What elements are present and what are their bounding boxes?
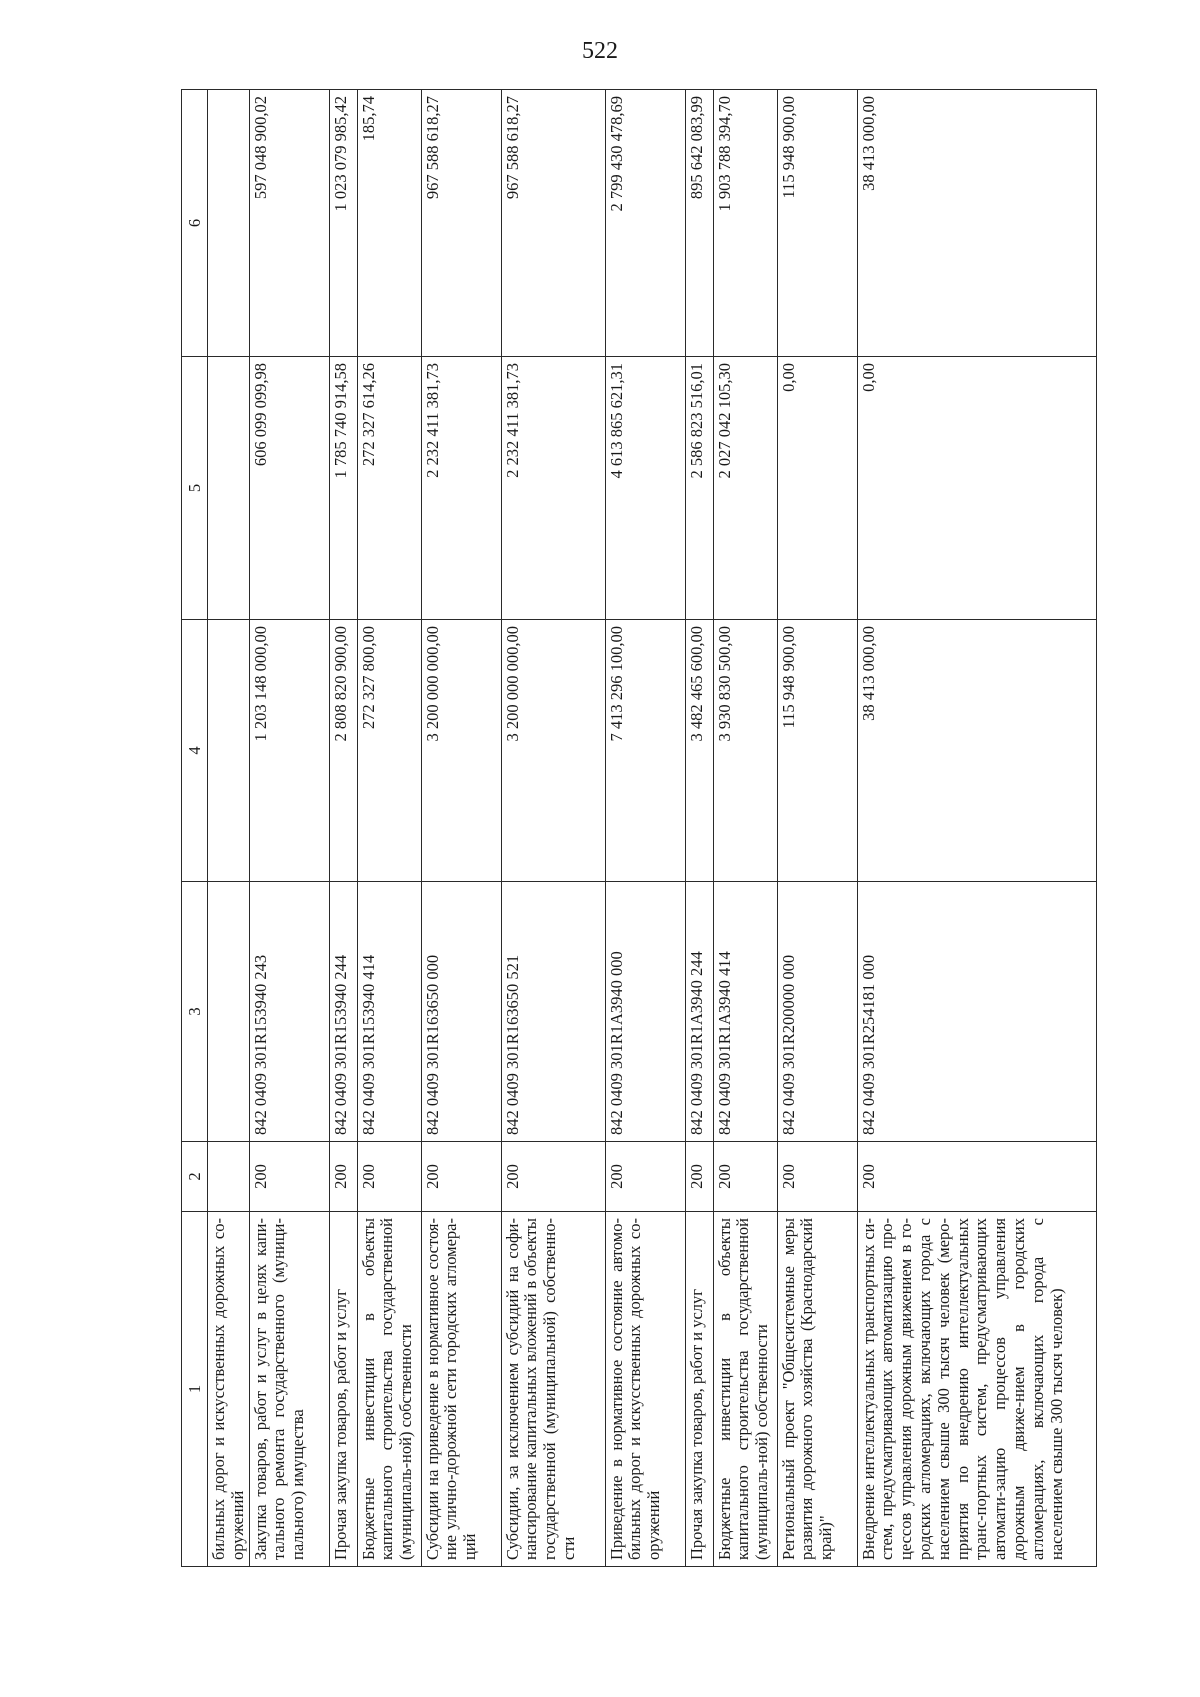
row-name: бильных дорог и искусственных дорожных со-оружений	[208, 1212, 250, 1567]
row-value-col6: 2 799 430 478,69	[605, 90, 685, 357]
row-value-col5	[208, 357, 250, 620]
row-name: Субсидии, за исключением субсидий на софи-нансирование капитальных вложений в объекты государственной (муниципальной) собственно-сти	[501, 1212, 605, 1567]
row-value-col4: 272 327 800,00	[357, 620, 421, 882]
row-value-col6: 967 588 618,27	[421, 90, 501, 357]
row-value-col4: 1 203 148 000,00	[249, 620, 329, 882]
row-name: Субсидии на приведение в нормативное состоя-ние улично-дорожной сети городских агломера-ций	[421, 1212, 501, 1567]
row-classification	[208, 882, 250, 1142]
row-name: Внедрение интеллектуальных транспортных си-стем, предусматривающих автоматизацию про-цессов управления дорожным движением в го-родских агломерациях, включающих города с населением свыше 300 тысяч человек (меро-приятия по внедрению интеллектуальных транс-портных систем, предусматривающих автомати-зацию процессов управления дорожным движе-нием в городских агломерациях, включающих города с населением свыше 300 тысяч человек)	[857, 1212, 1096, 1567]
row-code: 200	[501, 1142, 605, 1212]
header-row	[182, 90, 208, 1567]
row-value-col4: 3 200 000 000,00	[501, 620, 605, 882]
row-code: 200	[857, 1142, 1096, 1212]
row-classification: 842 0409 301R200000 000	[777, 882, 857, 1142]
row-value-col5: 606 099 099,98	[249, 357, 329, 620]
row-code: 200	[421, 1142, 501, 1212]
row-classification: 842 0409 301R163650 521	[501, 882, 605, 1142]
row-name: Прочая закупка товаров, работ и услуг	[685, 1212, 713, 1567]
row-code: 200	[605, 1142, 685, 1212]
row-name: Бюджетные инвестиции в объекты капитального строительства государственной (муниципаль-ной) собственности	[357, 1212, 421, 1567]
column-header-4: 4	[182, 620, 208, 882]
row-classification: 842 0409 301R1A3940 414	[713, 882, 777, 1142]
row-value-col6: 185,74	[357, 90, 421, 357]
row-classification: 842 0409 301R153940 414	[357, 882, 421, 1142]
row-value-col6: 1 023 079 985,42	[329, 90, 357, 357]
row-value-col5: 4 613 865 621,31	[605, 357, 685, 620]
table-row	[249, 90, 329, 1567]
budget-table	[181, 89, 1097, 1567]
row-name: Прочая закупка товаров, работ и услуг	[329, 1212, 357, 1567]
row-value-col5: 2 232 411 381,73	[421, 357, 501, 620]
row-name: Региональный проект "Общесистемные меры развития дорожного хозяйства (Краснодарский край)"	[777, 1212, 857, 1567]
row-value-col4: 3 930 830 500,00	[713, 620, 777, 882]
row-classification: 842 0409 301R1A3940 244	[685, 882, 713, 1142]
row-value-col4: 38 413 000,00	[857, 620, 1096, 882]
column-header-5: 5	[182, 357, 208, 620]
row-value-col5: 2 027 042 105,30	[713, 357, 777, 620]
row-name: Закупка товаров, работ и услуг в целях капи-тального ремонта государственного (муници-пального) имущества	[249, 1212, 329, 1567]
row-value-col6: 597 048 900,02	[249, 90, 329, 357]
table-row	[329, 90, 357, 1567]
row-classification: 842 0409 301R163650 000	[421, 882, 501, 1142]
row-classification: 842 0409 301R153940 244	[329, 882, 357, 1142]
row-value-col5: 1 785 740 914,58	[329, 357, 357, 620]
row-name: Приведение в нормативное состояние автомо-бильных дорог и искусственных дорожных со-оружений	[605, 1212, 685, 1567]
table-row	[501, 90, 605, 1567]
row-value-col6: 895 642 083,99	[685, 90, 713, 357]
page-number: 522	[582, 38, 618, 64]
rotated-table-container	[181, 90, 1094, 1567]
table-body	[182, 90, 1097, 1567]
table-row	[357, 90, 421, 1567]
row-value-col5: 272 327 614,26	[357, 357, 421, 620]
row-value-col4: 3 200 000 000,00	[421, 620, 501, 882]
row-value-col6: 1 903 788 394,70	[713, 90, 777, 357]
column-header-3: 3	[182, 882, 208, 1142]
row-code: 200	[777, 1142, 857, 1212]
row-value-col5: 2 586 823 516,01	[685, 357, 713, 620]
row-code	[208, 1142, 250, 1212]
row-value-col5: 0,00	[777, 357, 857, 620]
column-header-6: 6	[182, 90, 208, 357]
row-code: 200	[685, 1142, 713, 1212]
row-value-col6: 38 413 000,00	[857, 90, 1096, 357]
row-value-col5: 2 232 411 381,73	[501, 357, 605, 620]
row-code: 200	[357, 1142, 421, 1212]
table-row	[605, 90, 685, 1567]
row-name: Бюджетные инвестиции в объекты капитального строительства государственной (муниципаль-ной) собственности	[713, 1212, 777, 1567]
row-code: 200	[249, 1142, 329, 1212]
row-value-col6: 967 588 618,27	[501, 90, 605, 357]
table-row	[857, 90, 1096, 1567]
row-classification: 842 0409 301R1A3940 000	[605, 882, 685, 1142]
table-row	[777, 90, 857, 1567]
row-value-col4: 3 482 465 600,00	[685, 620, 713, 882]
row-value-col4: 115 948 900,00	[777, 620, 857, 882]
row-classification: 842 0409 301R254181 000	[857, 882, 1096, 1142]
table-row	[421, 90, 501, 1567]
row-value-col4	[208, 620, 250, 882]
column-header-1: 1	[182, 1212, 208, 1567]
row-code: 200	[713, 1142, 777, 1212]
row-value-col4: 2 808 820 900,00	[329, 620, 357, 882]
table-row	[208, 90, 250, 1567]
column-header-2: 2	[182, 1142, 208, 1212]
table-row	[685, 90, 713, 1567]
row-code: 200	[329, 1142, 357, 1212]
row-value-col4: 7 413 296 100,00	[605, 620, 685, 882]
row-value-col5: 0,00	[857, 357, 1096, 620]
row-value-col6	[208, 90, 250, 357]
table-row	[713, 90, 777, 1567]
row-value-col6: 115 948 900,00	[777, 90, 857, 357]
row-classification: 842 0409 301R153940 243	[249, 882, 329, 1142]
